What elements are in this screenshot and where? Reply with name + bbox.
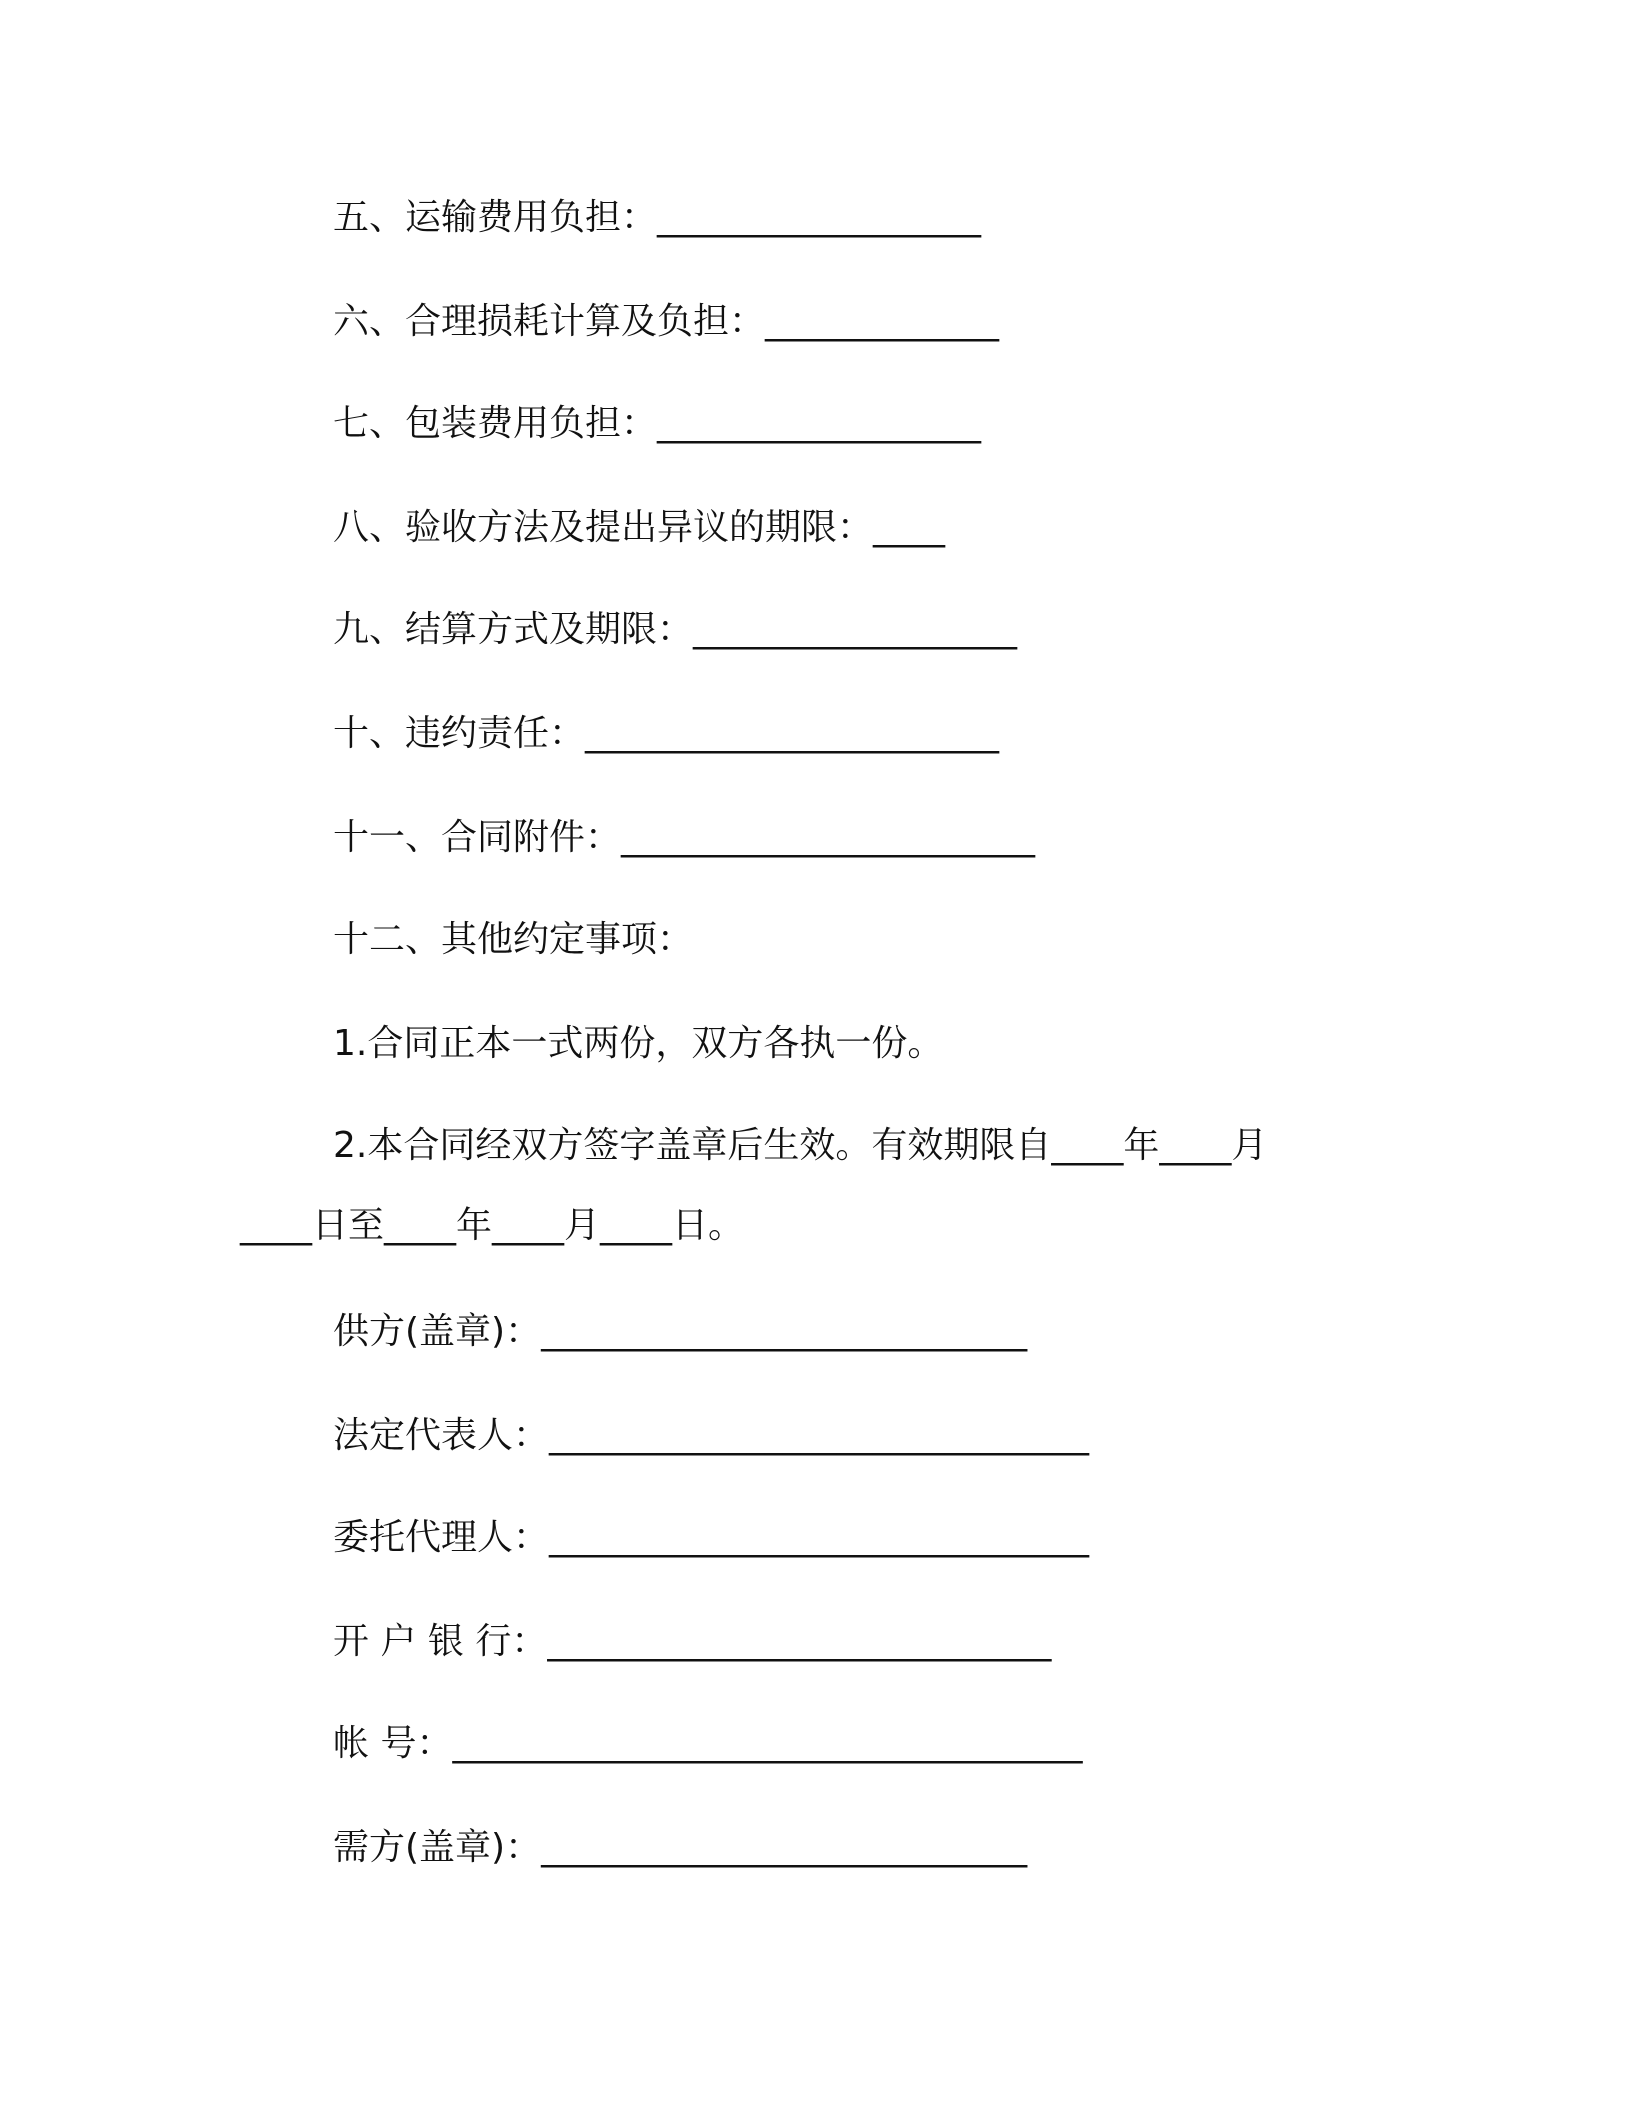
clause-9-settlement: 九、结算方式及期限：__________________ bbox=[333, 609, 1018, 650]
authorized-agent-field: 委托代理人：______________________________ bbox=[333, 1517, 1090, 1558]
term-2-effective-period-continued: ____日至____年____月____日。 bbox=[240, 1205, 745, 1246]
supplier-seal-field: 供方(盖章)：___________________________ bbox=[333, 1311, 1028, 1352]
clause-11-attachments: 十一、合同附件：_______________________ bbox=[333, 817, 1036, 858]
buyer-seal-field: 需方(盖章)：___________________________ bbox=[333, 1827, 1028, 1868]
term-2-effective-period: 2.本合同经双方签字盖章后生效。有效期限自____年____月 bbox=[333, 1125, 1268, 1166]
term-1-copies: 1.合同正本一式两份，双方各执一份。 bbox=[333, 1023, 944, 1064]
clause-8-acceptance-method: 八、验收方法及提出异议的期限：____ bbox=[333, 507, 946, 548]
clause-6-reasonable-loss: 六、合理损耗计算及负担：_____________ bbox=[333, 301, 1000, 342]
account-number-field: 帐 号：___________________________________ bbox=[333, 1723, 1083, 1764]
clause-5-transport-cost: 五、运输费用负担：__________________ bbox=[333, 197, 982, 238]
clause-7-packaging-cost: 七、包装费用负担：__________________ bbox=[333, 403, 982, 444]
clause-10-liability: 十、违约责任：_______________________ bbox=[333, 713, 1000, 754]
bank-field: 开 户 银 行：____________________________ bbox=[333, 1621, 1052, 1662]
legal-representative-field: 法定代表人：______________________________ bbox=[333, 1415, 1090, 1456]
clause-12-other-terms: 十二、其他约定事项： bbox=[333, 919, 694, 960]
